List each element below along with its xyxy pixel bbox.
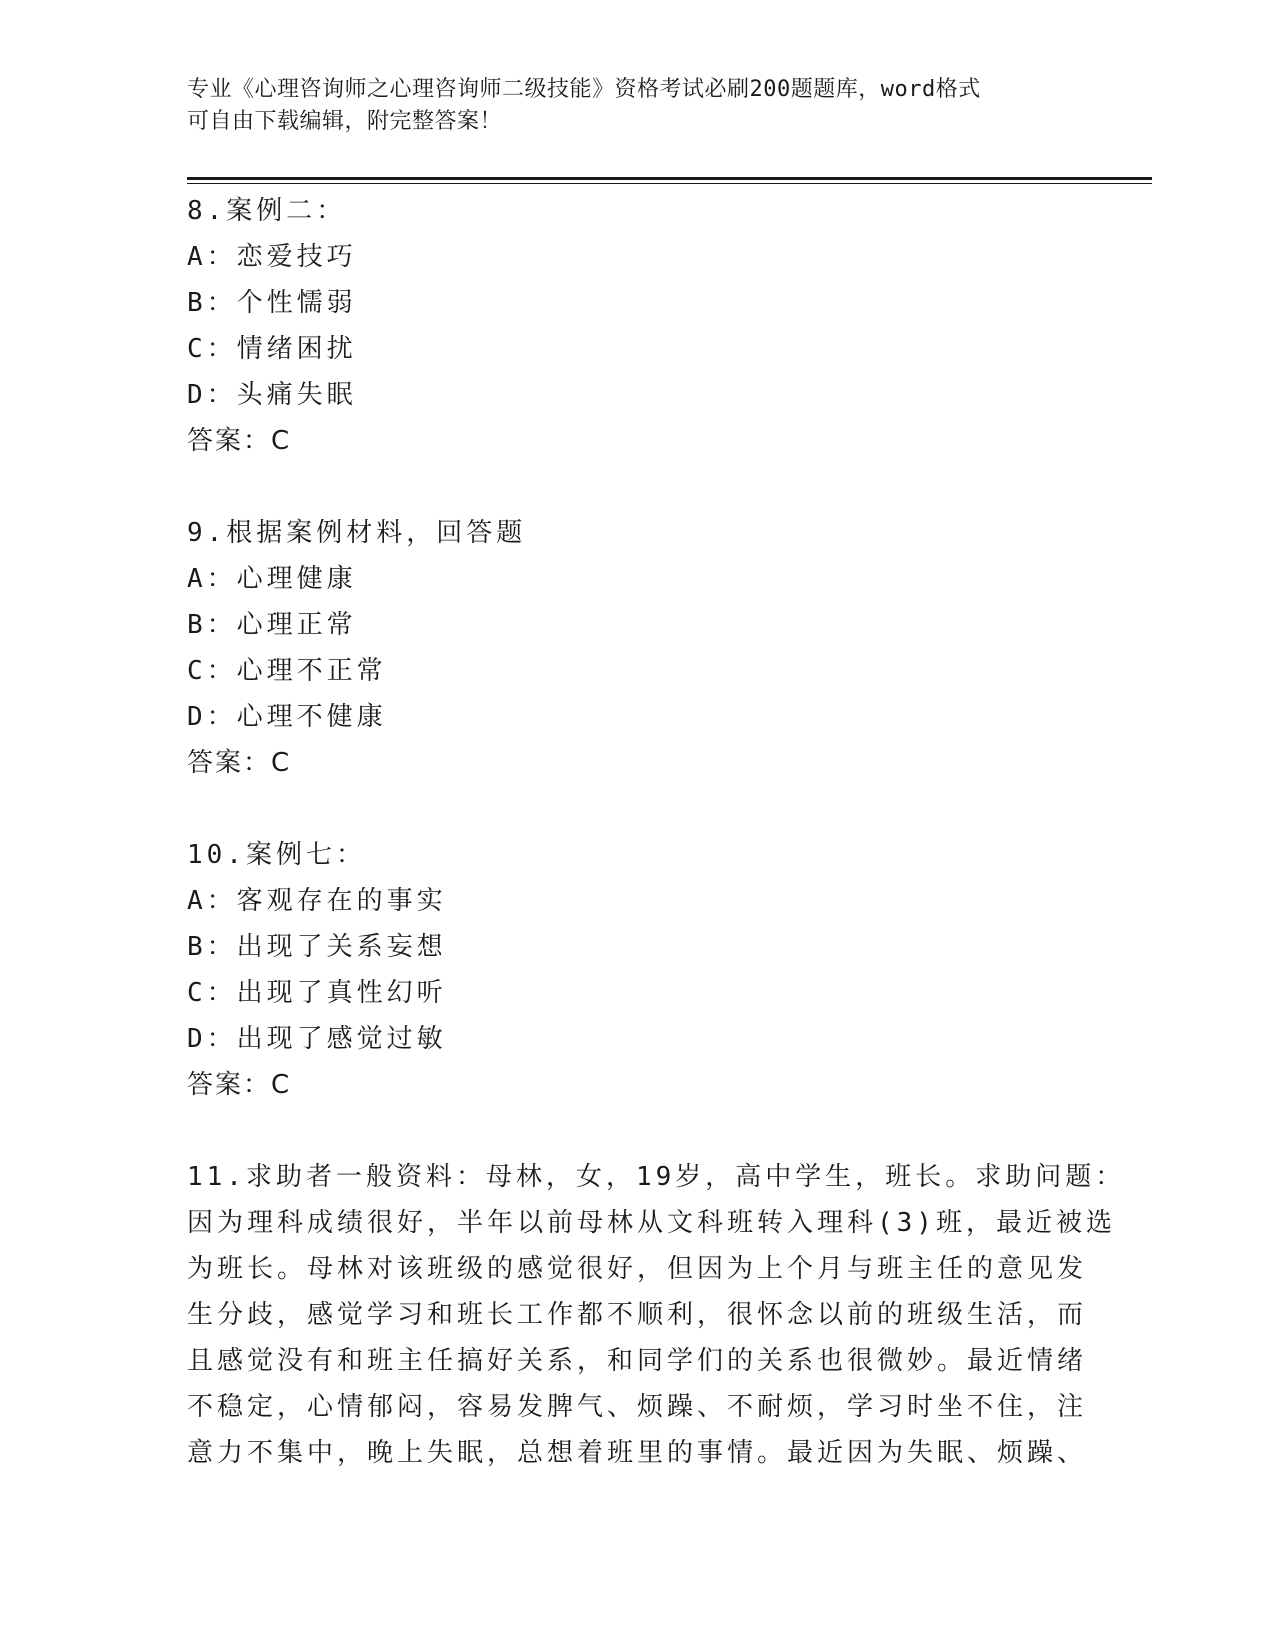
passage-line: 为班长。母林对该班级的感觉很好，但因为上个月与班主任的意见发: [187, 1254, 1088, 1284]
option-a: A：恋爱技巧: [187, 242, 357, 272]
option-d: D：心理不健康: [187, 702, 387, 732]
passage-line: 意力不集中，晚上失眠，总想着班里的事情。最近因为失眠、烦躁、: [187, 1438, 1088, 1468]
passage-line: 且感觉没有和班主任搞好关系，和同学们的关系也很微妙。最近情绪: [187, 1346, 1088, 1376]
option-c: C：情绪困扰: [187, 334, 357, 364]
question-11-passage: [187, 1154, 1126, 1476]
option-c: C：出现了真性幻听: [187, 978, 447, 1008]
spacer: [187, 1108, 1067, 1154]
document-body: [187, 188, 1126, 1476]
passage-line: 因为理科成绩很好，半年以前母林从文科班转入理科(3)班，最近被选: [187, 1208, 1116, 1238]
option-a: A：心理健康: [187, 564, 357, 594]
option-d: D：头痛失眠: [187, 380, 357, 410]
header-line-2: 可自由下载编辑，附完整答案！: [187, 109, 503, 134]
spacer: [187, 786, 1067, 832]
passage-line: 生分歧，感觉学习和班长工作都不顺利，很怀念以前的班级生活，而: [187, 1300, 1088, 1330]
answer-line: 答案：C: [187, 1070, 292, 1100]
answer-line: 答案：C: [187, 748, 292, 778]
header-divider-thick: [187, 177, 1152, 180]
option-b: B：个性懦弱: [187, 288, 357, 318]
answer-line: 答案：C: [187, 426, 292, 456]
document-header: [187, 74, 1067, 138]
question-stem: 9.根据案例材料，回答题: [187, 518, 527, 548]
option-b: B：心理正常: [187, 610, 357, 640]
option-d: D：出现了感觉过敏: [187, 1024, 447, 1054]
question-9: [187, 510, 1067, 786]
option-c: C：心理不正常: [187, 656, 387, 686]
question-stem: 10.案例七：: [187, 840, 366, 870]
passage-line: 11.求助者一般资料：母林，女，19岁，高中学生，班长。求助问题：: [187, 1162, 1126, 1192]
question-10: [187, 832, 1067, 1108]
question-8: [187, 188, 1067, 464]
header-line-1: 专业《心理咨询师之心理咨询师二级技能》资格考试必刷200题题库，word格式: [187, 77, 981, 102]
question-stem: 8.案例二：: [187, 196, 347, 226]
spacer: [187, 464, 1067, 510]
passage-line: 不稳定，心情郁闷，容易发脾气、烦躁、不耐烦，学习时坐不住，注: [187, 1392, 1088, 1422]
option-b: B：出现了关系妄想: [187, 932, 447, 962]
header-divider-thin: [187, 183, 1152, 184]
option-a: A：客观存在的事实: [187, 886, 447, 916]
